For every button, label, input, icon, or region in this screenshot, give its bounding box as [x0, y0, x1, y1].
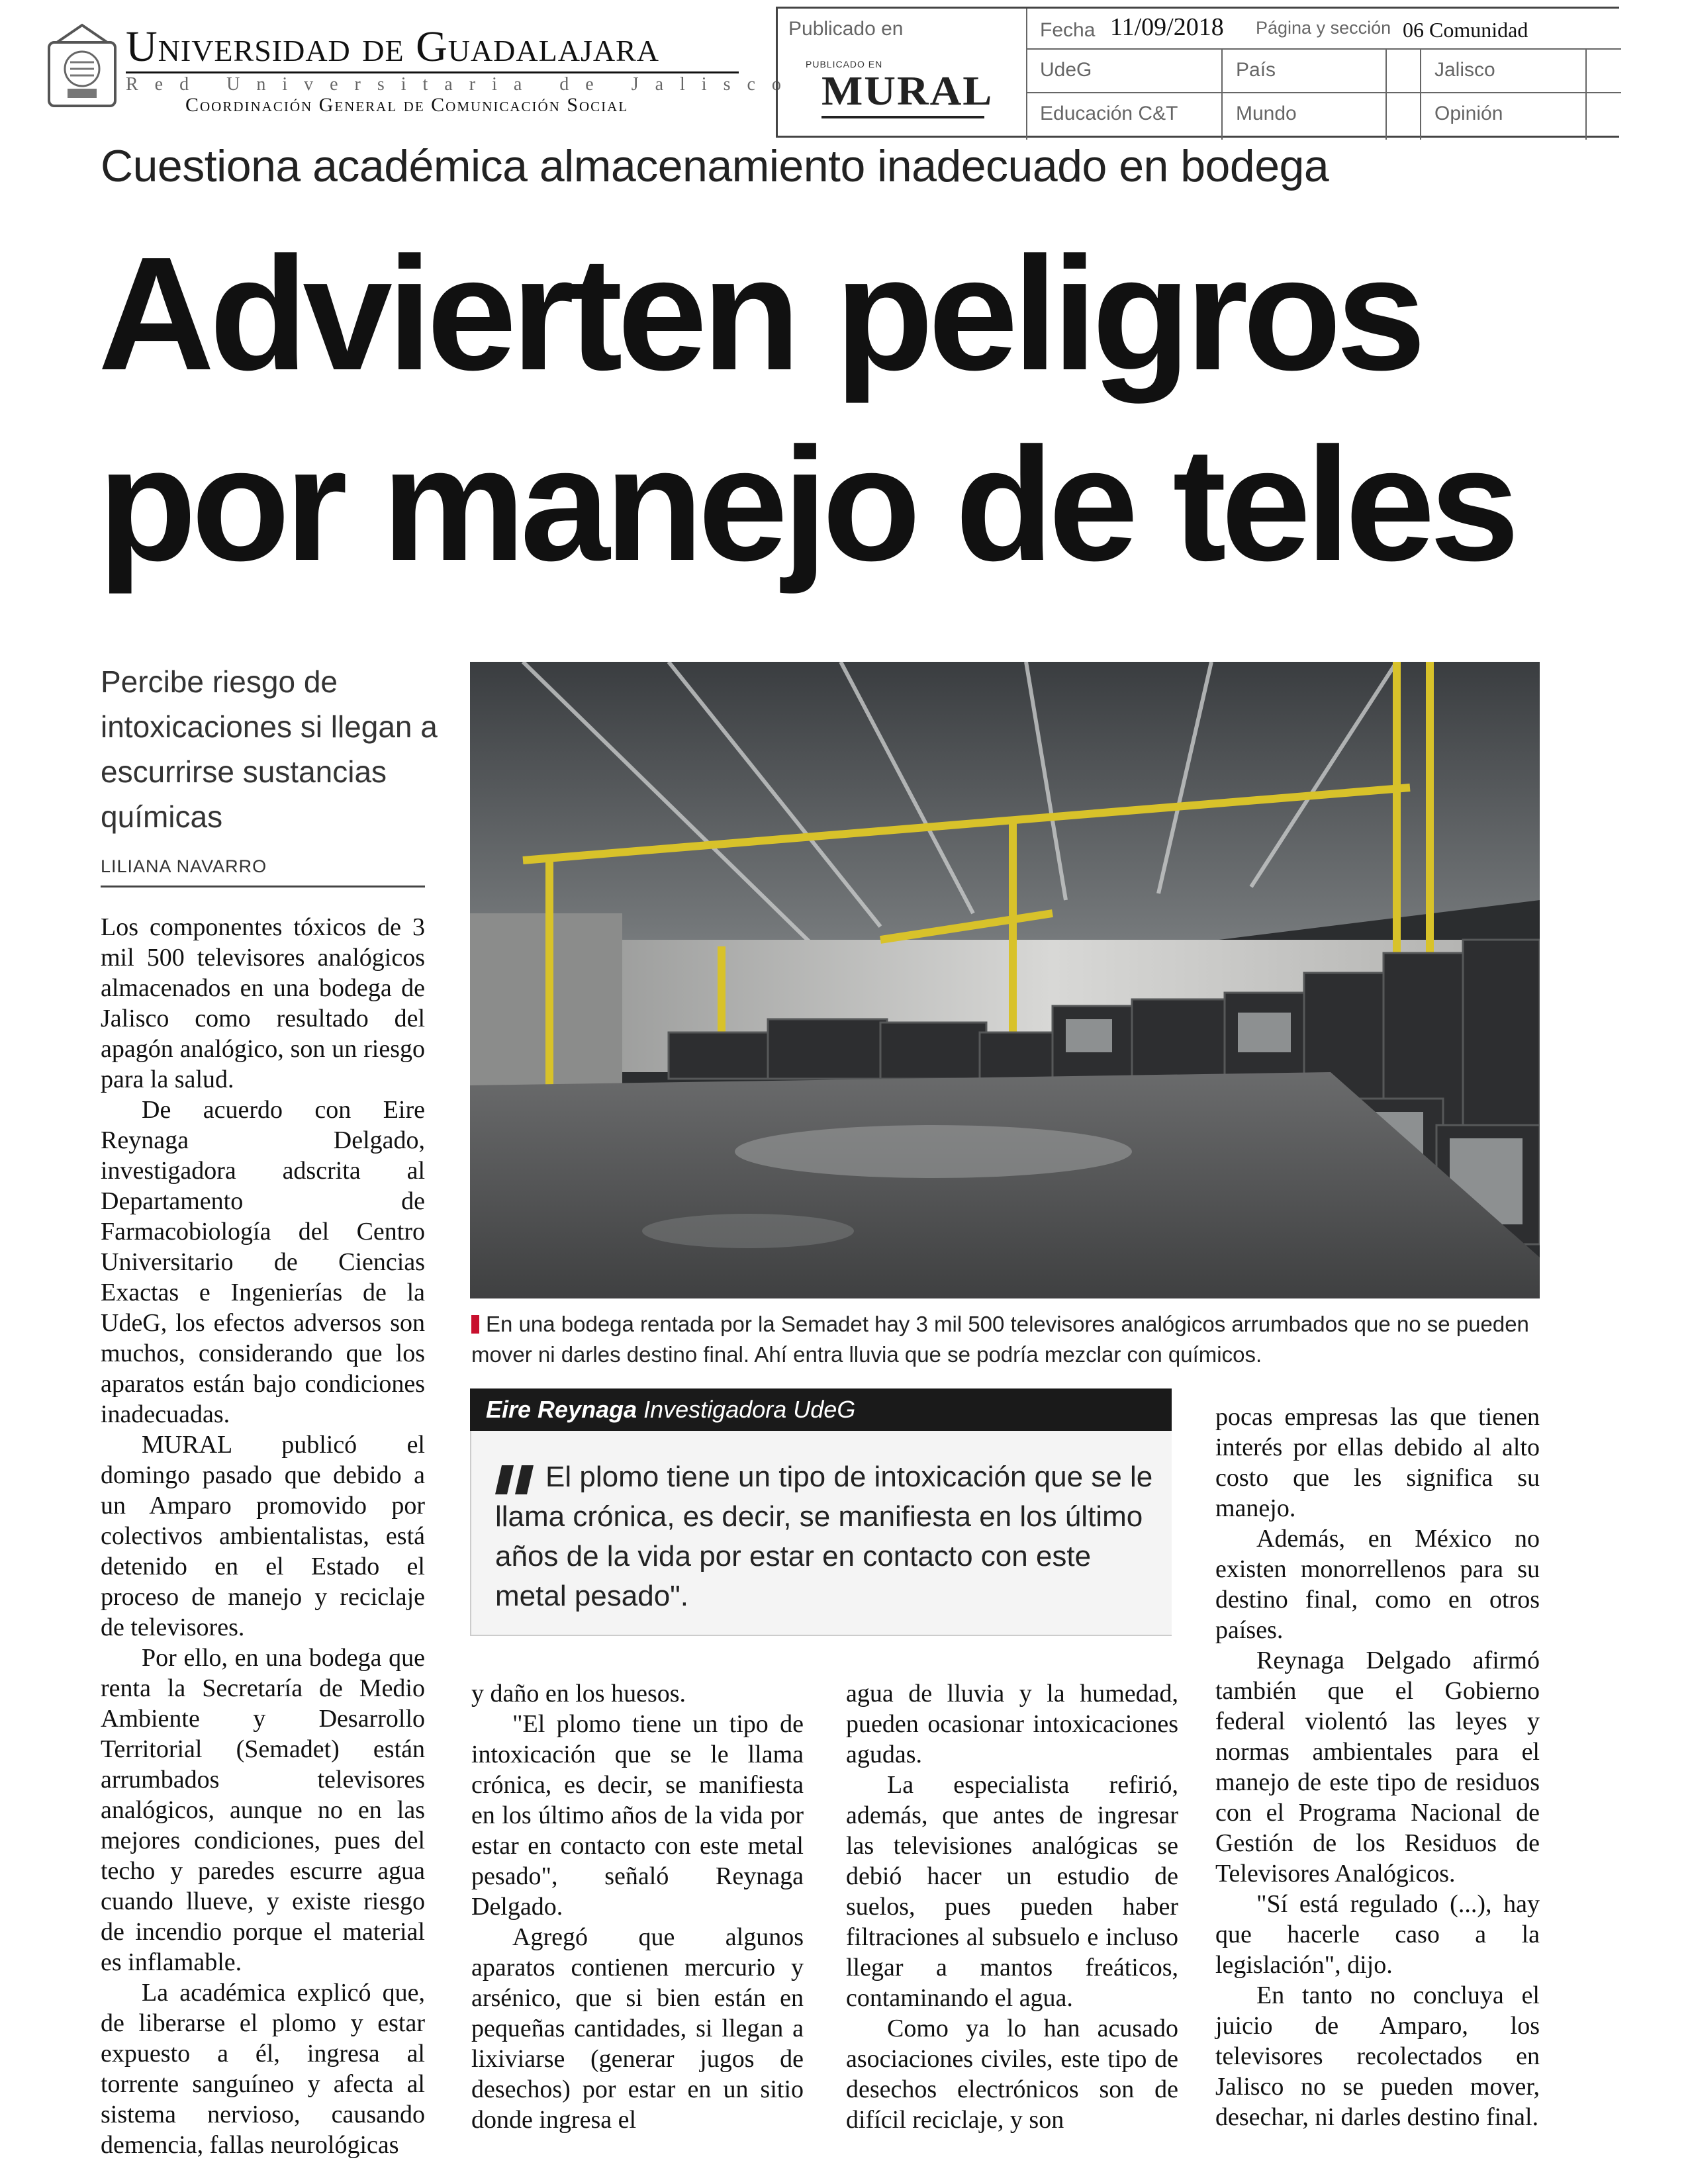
- paragraph: Por ello, en una bodega que renta la Secretaría de Medio Ambiente y Desarrollo Territorial (Semadet) están arrumbados televisores analógicos, aunque no en las mejores condiciones, pues del techo y paredes escurre agua cuando llueve, y existe riesgo de incendio porque el material es inflamable.: [101, 1644, 425, 1976]
- quote-name: Eire Reynaga: [486, 1396, 637, 1423]
- category-pais: País: [1236, 59, 1276, 81]
- paragraph: MURAL publicó el domingo pasado que debido a un Amparo promovido por colectivos ambientalistas, está detenido en el Estado el proceso de manejo y reciclaje de televisores.: [101, 1431, 425, 1641]
- paragraph: Como ya lo han acusado asociaciones civiles, este tipo de desechos electrónicos son de difícil reciclaje, y son: [846, 2015, 1178, 2134]
- quote-role: Investigadora UdeG: [643, 1396, 856, 1423]
- pull-quote: [470, 1431, 1172, 1636]
- clip-divider: [1585, 48, 1587, 140]
- page-section-label: Página y sección: [1256, 18, 1391, 38]
- date-value: 11/09/2018: [1110, 13, 1224, 41]
- masthead-rule: [126, 71, 739, 73]
- clip-divider: [1027, 92, 1621, 93]
- paragraph: Además, en México no existen monorrellenos para su destino final, como en otros países.: [1215, 1525, 1540, 1644]
- category-jalisco: Jalisco: [1434, 59, 1495, 81]
- headline-line-2: por manejo de teles: [98, 414, 1515, 594]
- category-udeg: UdeG: [1040, 59, 1092, 81]
- university-name: Universidad de Guadalajara: [126, 23, 659, 71]
- headline-line-1: Advierten peligros: [98, 223, 1421, 404]
- newspaper-logo: MURAL: [821, 68, 994, 114]
- article-byline: LILIANA NAVARRO: [101, 856, 267, 876]
- caption-marker: [471, 1315, 479, 1334]
- article-column-4: [1215, 1402, 1540, 2132]
- photo-caption: [471, 1309, 1540, 1370]
- warehouse-photo: [470, 662, 1540, 1298]
- article-subhead: Percibe riesgo de intoxicaciones si llegan a escurrirse sustancias químicas: [101, 664, 438, 834]
- published-in-small: PUBLICADO EN: [806, 59, 883, 69]
- paragraph: Los componentes tóxicos de 3 mil 500 televisores analógicos almacenados en una bodega de Jalisco como resultado del apagón analógico, son un riesgo para la salud.: [101, 913, 425, 1093]
- paragraph: De acuerdo con Eire Reynaga Delgado, investigadora adscrita al Departamento de Farmacobiología del Centro Universitario de Ciencias Exactas e Ingenierías de la UdeG, los efectos adversos son muchos, considerando que los aparatos están bajo condiciones inadecuadas.: [101, 1096, 425, 1428]
- article-column-2: [471, 1678, 804, 2135]
- category-mundo: Mundo: [1236, 103, 1297, 124]
- university-network: Red Universitaria de Jalisco: [126, 74, 798, 95]
- paragraph: agua de lluvia y la humedad, pueden ocasionar intoxicaciones agudas.: [846, 1680, 1178, 1768]
- paragraph: "Sí está regulado (...), hay que hacerle caso a la legislación", dijo.: [1215, 1890, 1540, 1979]
- clip-divider: [1385, 48, 1387, 140]
- paragraph: y daño en los huesos.: [471, 1680, 686, 1707]
- article-column-3: [846, 1678, 1178, 2135]
- clip-divider: [1420, 48, 1421, 140]
- clip-divider: [1221, 48, 1223, 140]
- clipping-info-box: [776, 7, 1619, 138]
- paragraph: En tanto no concluya el juicio de Amparo, los televisores recolectados en Jalisco no se pueden mover, desechar, ni darles destino final.: [1215, 1981, 1540, 2131]
- article-headline: [98, 218, 1515, 600]
- quote-attribution: [470, 1388, 1172, 1431]
- newspaper-logo-rule: [821, 116, 984, 118]
- coordination-name: Coordinación General de Comunicación Social: [185, 94, 629, 116]
- byline-rule: [101, 886, 425, 887]
- paragraph: La académica explicó que, de liberarse el plomo y estar expuesto a él, ingresa al torrente sanguíneo y afecta al sistema nervioso, causando demencia, fallas neurológicas: [101, 1979, 425, 2159]
- article-column-1: [101, 912, 425, 2160]
- published-in-label: Publicado en: [788, 18, 904, 40]
- paragraph: "El plomo tiene un tipo de intoxicación que se le llama crónica, es decir, se manifiesta en los último años de la vida por estar en contacto con este metal pesado", señaló Reynaga Delgado.: [471, 1710, 804, 1921]
- article-kicker: Cuestiona académica almacenamiento inadecuado en bodega: [101, 141, 1329, 191]
- paragraph: La especialista refirió, además, que antes de ingresar las televisiones analógicas se debió hacer un estudio de suelos, pues pueden haber filtraciones al subsuelo e incluso llegar a mantos freáticos, contaminando el agua.: [846, 1771, 1178, 2012]
- page-section-value: 06 Comunidad: [1403, 18, 1528, 42]
- paragraph: Agregó que algunos aparatos contienen mercurio y arsénico, que si bien están en pequeñas cantidades, si llegan a lixiviarse (generar jugos de desechos) por estar en un sitio donde ingresa el: [471, 1923, 804, 2134]
- date-label: Fecha: [1040, 19, 1096, 41]
- paragraph: pocas empresas las que tienen interés por ellas debido al alto costo que les significa su manejo.: [1215, 1403, 1540, 1522]
- paragraph: Reynaga Delgado afirmó también que el Gobierno federal violentó las leyes y normas ambientales para el manejo de este tipo de residuos con el Programa Nacional de Gestión de los Residuos de Televisores Analógicos.: [1215, 1647, 1540, 1888]
- quote-text: El plomo tiene un tipo de intoxicación que se le llama crónica, es decir, se manifiesta en los último años de la vida por estar en contacto con este metal pesado".: [495, 1461, 1153, 1612]
- category-educacion: Educación C&T: [1040, 103, 1178, 124]
- clip-divider: [1027, 48, 1621, 50]
- category-opinion: Opinión: [1434, 103, 1503, 124]
- caption-text: En una bodega rentada por la Semadet hay 3 mil 500 televisores analógicos arrumbados que no se pueden mover ni darles destino final. Ahí entra lluvia que se podría mezclar con químicos.: [471, 1312, 1529, 1367]
- university-seal-icon: [44, 20, 120, 113]
- clip-divider: [1026, 9, 1027, 140]
